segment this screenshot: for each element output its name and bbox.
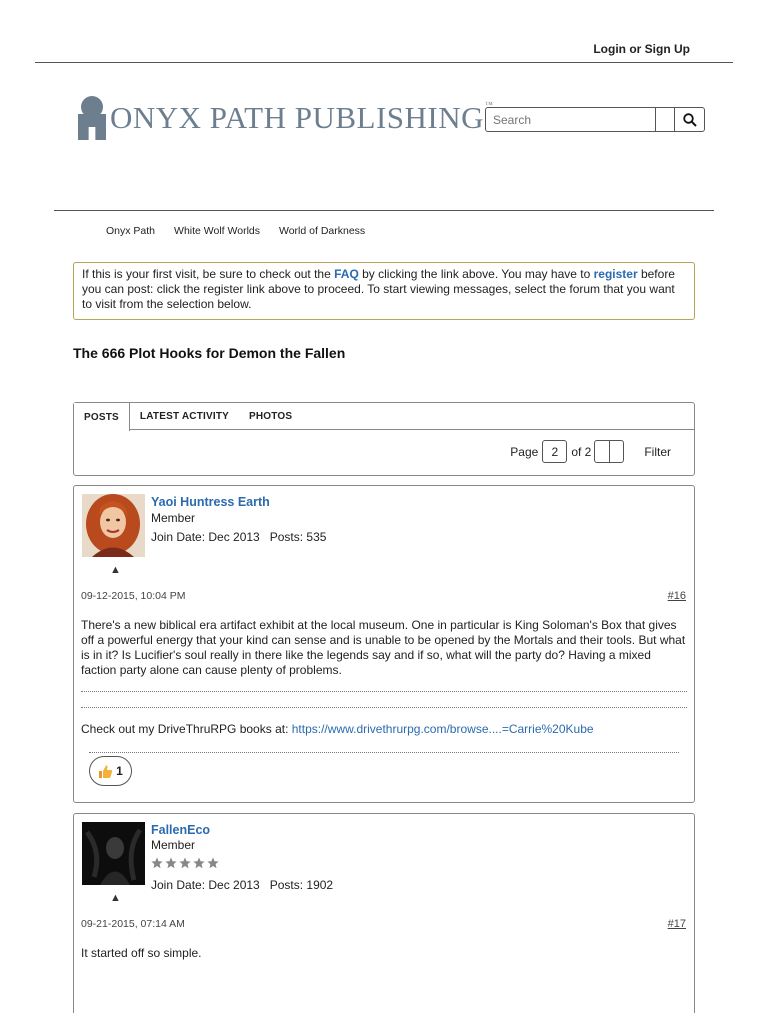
search-box	[485, 107, 705, 132]
divider	[81, 707, 687, 708]
caret-up-icon: ▲	[110, 564, 121, 576]
page-total: of 2	[571, 444, 592, 459]
post-signature	[81, 722, 594, 736]
reputation-stars	[151, 857, 219, 869]
post-username[interactable]: FallenEco	[151, 823, 211, 837]
post-number-link[interactable]: #16	[667, 590, 686, 602]
post-username[interactable]: Yaoi Huntress Earth	[151, 495, 270, 509]
nav-divider	[54, 210, 714, 211]
post-body: There's a new biblical era artifact exhibit at the local museum. One in particular is King Soloman's Box that gives off a powerful energy that your kind can sense and is unable to be opened by the Mortals and their tools. But what is in it? Is Lucifier's soul really in there like the legends say and if so, what will the party do? Having a mixed faction party alone can cause plenty of problems.	[81, 618, 686, 677]
logo-trademark: ™	[485, 100, 494, 109]
thread-tabs-panel	[73, 402, 695, 476]
main-nav	[106, 225, 365, 237]
post-number-link[interactable]: #17	[667, 918, 686, 930]
faq-link[interactable]: FAQ	[334, 267, 359, 281]
divider	[89, 752, 679, 753]
prev-page-button[interactable]	[595, 441, 609, 462]
search-icon	[683, 113, 697, 127]
page-title: The 666 Plot Hooks for Demon the Fallen	[73, 345, 346, 361]
search-button[interactable]	[674, 108, 704, 131]
signature-text: Check out my DriveThruRPG books at:	[81, 722, 292, 736]
avatar[interactable]	[82, 822, 145, 885]
user-role: Member	[151, 511, 196, 525]
nav-item-world-of-darkness[interactable]: World of Darkness	[279, 225, 366, 237]
star-icon	[151, 857, 163, 869]
avatar[interactable]	[82, 494, 145, 557]
nav-item-onyx-path[interactable]: Onyx Path	[106, 225, 156, 237]
caret-up-icon: ▲	[110, 892, 121, 904]
star-icon	[193, 857, 205, 869]
search-input[interactable]	[486, 108, 655, 131]
signature-link[interactable]: https://www.drivethrurpg.com/browse....=Carrie%20Kube	[291, 722, 594, 736]
star-icon	[179, 857, 191, 869]
page-nav-buttons	[594, 440, 624, 463]
post-date: 09-21-2015, 07:14 AM	[81, 918, 185, 930]
pagination	[510, 440, 671, 463]
search-options-toggle[interactable]	[655, 108, 674, 131]
filter-button[interactable]: Filter	[644, 444, 671, 459]
page-label: Page	[510, 444, 539, 459]
notice-text: by clicking the link above. You may have to	[358, 267, 594, 281]
like-button[interactable]	[89, 756, 132, 786]
post-body: It started off so simple.	[81, 946, 202, 960]
tab-latest-activity[interactable]: LATEST ACTIVITY	[139, 410, 230, 422]
post-date: 09-12-2015, 10:04 PM	[81, 590, 186, 602]
post	[73, 485, 695, 803]
post	[73, 813, 695, 1013]
top-bar	[35, 0, 733, 63]
divider	[81, 691, 687, 692]
join-date: Join Date: Dec 2013	[151, 878, 260, 892]
next-page-button[interactable]	[609, 441, 624, 462]
notice-text: If this is your first visit, be sure to check out the	[82, 267, 335, 281]
post-count: Posts: 1902	[269, 878, 334, 892]
logo-text: ONYX PATH PUBLISHING	[110, 100, 485, 135]
login-signup-link[interactable]: Login or Sign Up	[593, 42, 690, 56]
star-icon	[165, 857, 177, 869]
tab-photos[interactable]: PHOTOS	[249, 410, 293, 422]
thumbs-up-icon	[98, 764, 113, 779]
nav-item-white-wolf-worlds[interactable]: White Wolf Worlds	[174, 225, 260, 237]
tab-posts[interactable]: POSTS	[74, 403, 130, 431]
logo-figure-icon	[78, 96, 106, 140]
site-logo[interactable]	[78, 95, 493, 141]
page-number-input[interactable]: 2	[542, 440, 567, 463]
like-count: 1	[116, 764, 123, 778]
register-link[interactable]: register	[593, 267, 638, 281]
post-count: Posts: 535	[269, 530, 327, 544]
join-date: Join Date: Dec 2013	[151, 530, 260, 544]
tab-bar	[74, 403, 694, 430]
star-icon	[207, 857, 219, 869]
notice-text: before you can post: click the register link above to proceed. To start viewing messages, select the forum that you want to visit from the selection below.	[82, 267, 675, 311]
first-visit-notice	[73, 262, 695, 320]
user-role: Member	[151, 838, 196, 852]
